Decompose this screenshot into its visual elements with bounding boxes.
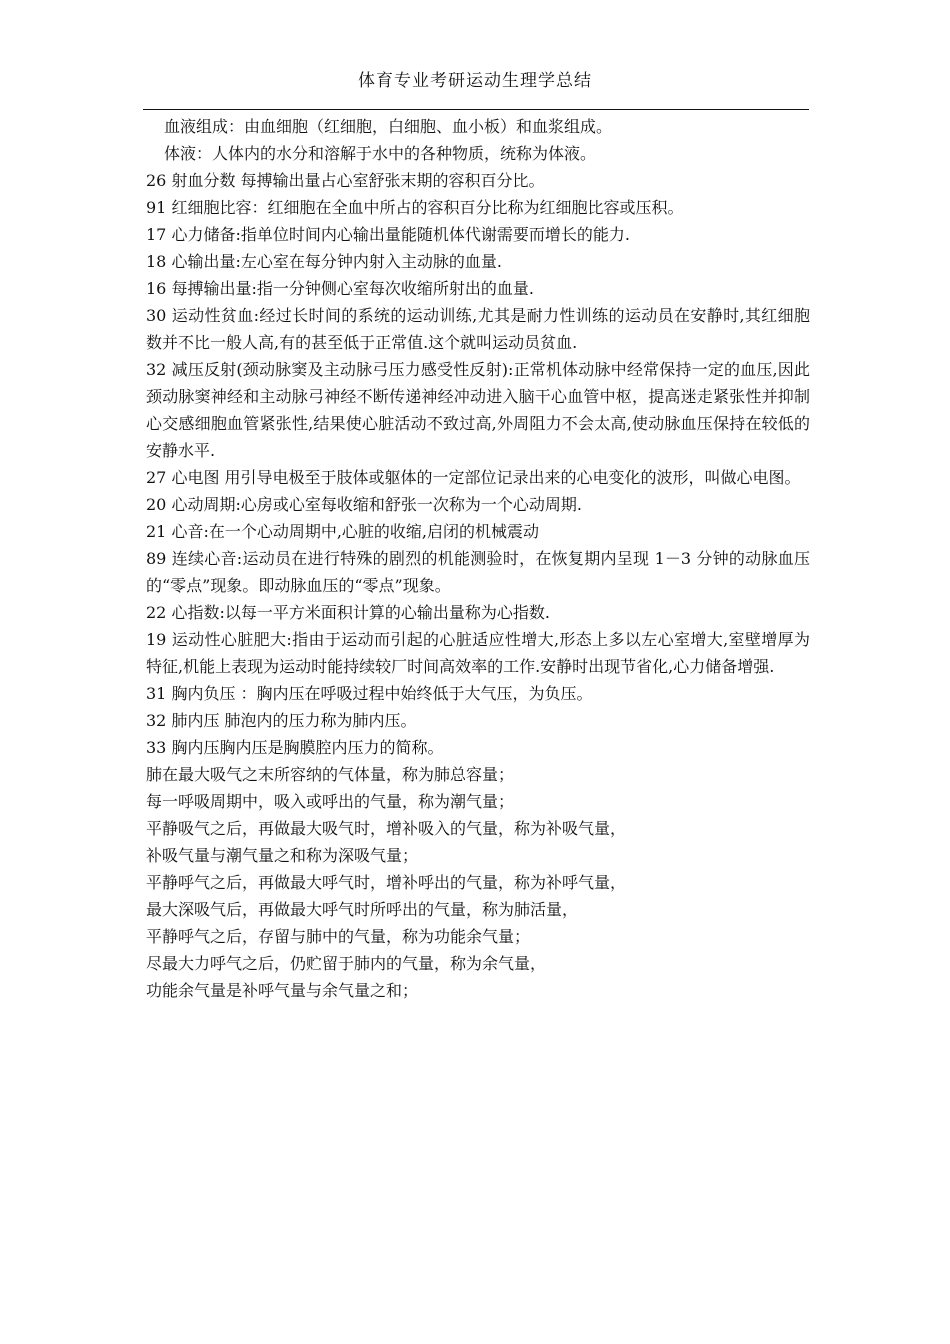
definition-ecg: 27 心电图 用引导电极至于肢体或躯体的一定部位记录出来的心电变化的波形，叫做心电图。 <box>146 468 801 487</box>
definition-ejection-fraction: 26 射血分数 每搏输出量占心室舒张末期的容积百分比。 <box>146 171 545 190</box>
header-divider <box>143 109 809 110</box>
page-header-title: 体育专业考研运动生理学总结 <box>358 71 592 91</box>
definition-continuous-heart-sound: 89 连续心音:运动员在进行特殊的剧烈的机能测验时，在恢复期内呈现 1－3 分钟的动脉血压的“零点”现象。即动脉血压的“零点”现象。 <box>146 549 810 595</box>
definition-blood-composition: 血液组成：由血细胞（红细胞，白细胞、血小板）和血浆组成。 <box>164 117 613 136</box>
definition-intrapleural-pressure: 33 胸内压胸内压是胸膜腔内压力的简称。 <box>146 738 444 757</box>
definition-intrapulmonary-pressure: 32 肺内压 肺泡内的压力称为肺内压。 <box>146 711 417 730</box>
definition-inspiratory-capacity: 补吸气量与潮气量之和称为深吸气量； <box>146 846 419 865</box>
definition-body-fluid: 体液：人体内的水分和溶解于水中的各种物质，统称为体液。 <box>164 144 597 163</box>
definition-sports-anemia: 30 运动性贫血:经过长时间的系统的运动训练,尤其是耐力性训练的运动员在安静时,其红细胞数并不比一般人高,有的甚至低于正常值.这个就叫运动员贫血. <box>146 306 810 352</box>
definition-total-lung-capacity: 肺在最大吸气之末所容纳的气体量，称为肺总容量； <box>146 765 515 784</box>
definition-stroke-volume: 16 每搏输出量:指一分钟侧心室每次收缩所射出的血量. <box>146 279 534 298</box>
definition-expiratory-reserve: 平静呼气之后，再做最大呼气时，增补呼出的气量，称为补呼气量， <box>146 873 627 892</box>
definition-vital-capacity: 最大深吸气后，再做最大呼气时所呼出的气量，称为肺活量， <box>146 900 579 919</box>
definition-negative-intrapleural-pressure: 31 胸内负压 ：胸内压在呼吸过程中始终低于大气压，为负压。 <box>146 684 593 703</box>
definition-cardiac-reserve: 17 心力储备:指单位时间内心输出量能随机体代谢需要而增长的能力. <box>146 225 630 244</box>
definition-athletic-heart: 19 运动性心脏肥大:指由于运动而引起的心脏适应性增大,形态上多以左心室增大,室壁增厚为特征,机能上表现为运动时能持续较厂时间高效率的工作.安静时出现节省化,心力储备增强. <box>146 630 810 676</box>
definition-depressor-reflex: 32 减压反射(颈动脉窦及主动脉弓压力感受性反射):正常机体动脉中经常保持一定的血压,因此颈动脉窦神经和主动脉弓神经不断传递神经冲动进入脑干心血管中枢，提高迷走紧张性并抑制心交感细胞血管紧张性,结果使心脏活动不致过高,外周阻力不会太高,使动脉血压保持在较低的安静水平. <box>146 360 810 460</box>
definition-inspiratory-reserve: 平静吸气之后，再做最大吸气时，增补吸入的气量，称为补吸气量， <box>146 819 627 838</box>
definition-heart-sound: 21 心音:在一个心动周期中,心脏的收缩,启闭的机械震动 <box>146 522 540 541</box>
document-body <box>146 113 810 1004</box>
definition-cardiac-cycle: 20 心动周期:心房或心室每收缩和舒张一次称为一个心动周期. <box>146 495 582 514</box>
definition-cardiac-index: 22 心指数:以每一平方米面积计算的心输出量称为心指数. <box>146 603 550 622</box>
definition-functional-residual-capacity: 平静呼气之后，存留与肺中的气量，称为功能余气量； <box>146 927 531 946</box>
definition-frc-sum: 功能余气量是补呼气量与余气量之和； <box>146 981 419 1000</box>
definition-hematocrit: 91 红细胞比容：红细胞在全血中所占的容积百分比称为红细胞比容或压积。 <box>146 198 684 217</box>
definition-residual-volume: 尽最大力呼气之后，仍贮留于肺内的气量，称为余气量， <box>146 954 547 973</box>
definition-tidal-volume: 每一呼吸周期中，吸入或呼出的气量，称为潮气量； <box>146 792 515 811</box>
definition-cardiac-output: 18 心输出量:左心室在每分钟内射入主动脉的血量. <box>146 252 502 271</box>
